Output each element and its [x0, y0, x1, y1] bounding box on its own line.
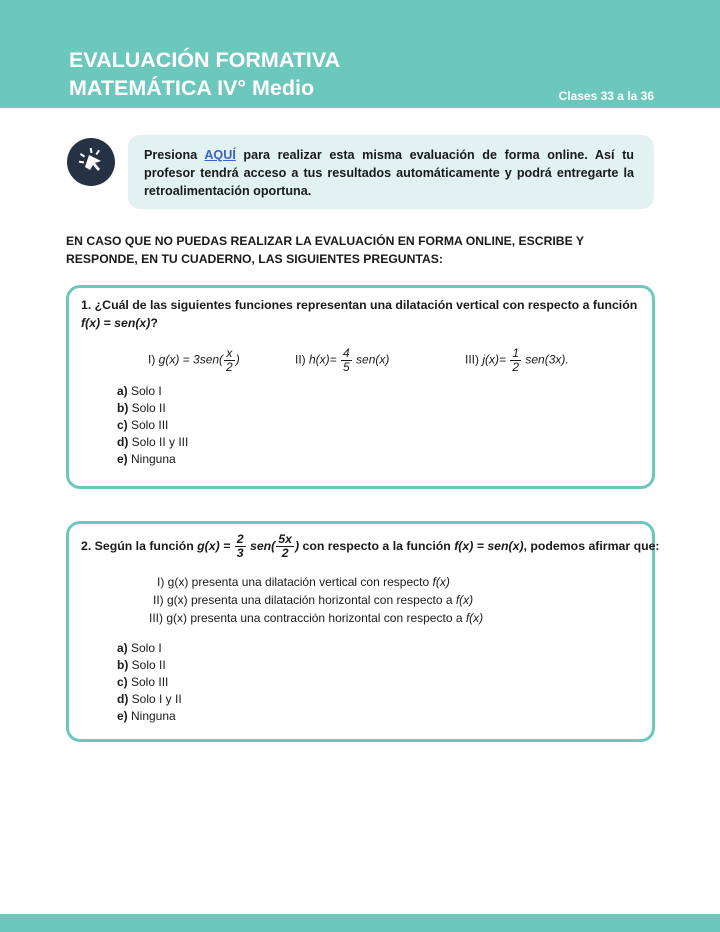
online-link[interactable]: AQUÍ [204, 148, 236, 162]
q2-statement-1: I) g(x) presenta una dilatación vertical con respecto f(x) [157, 575, 450, 589]
question-2-box [66, 521, 660, 742]
q1-fraction-2: $\frac{4}{5}$ [343, 346, 350, 374]
q2-answer-a[interactable]: a) Solo I [117, 641, 162, 655]
page-title [69, 46, 340, 102]
q2-answers [117, 640, 182, 725]
q1-fraction-3: $\frac{1}{2}$ [512, 346, 520, 374]
q2-statement-3: III) g(x) presenta una contracción horizontal con respecto a f(x) [149, 611, 484, 625]
q2-function: f(x) = sen(x) [454, 538, 524, 553]
title-line-2: MATEMÁTICA IV° Medio [69, 76, 315, 100]
q2-answer-d[interactable]: d) Solo I y II [117, 692, 182, 706]
q1-function: f(x) = sen(x) [81, 316, 151, 330]
q2-fraction-1: $\frac{2}{3}$ [236, 532, 244, 560]
q1-answer-b[interactable]: b) Solo II [117, 401, 166, 415]
question-2-text: 2. Según la función g(x) = $\frac{2}{3}$ sen( $\frac{5x}{2}$ ) con respecto a la función f(x) = sen(x), podemos afirmar que: [81, 532, 660, 560]
header-banner [0, 0, 720, 108]
q1-answer-c[interactable]: c) Solo III [117, 418, 169, 432]
q1-fraction-1: $\frac{x}{2}$ [226, 346, 233, 374]
q1-answer-a[interactable]: a) Solo I [117, 384, 162, 398]
cursor-click-icon [67, 138, 115, 186]
classes-subtitle: Clases 33 a la 36 [558, 89, 654, 103]
instructions: EN CASO QUE NO PUEDAS REALIZAR LA EVALUACIÓN EN FORMA ONLINE, ESCRIBE Y RESPONDE, EN TU CUADERNO, LAS SIGUIENTES PREGUNTAS: [66, 234, 584, 266]
title-line-1: EVALUACIÓN FORMATIVA [69, 48, 341, 72]
q1-option-2: II) h(x)= $\frac{4}{5}$ sen(x) [295, 346, 390, 374]
question-1-text: 1. ¿Cuál de las siguientes funciones representan una dilatación vertical con respecto a función f(x) = sen(x)? [81, 298, 638, 330]
q1-option-1: I) g(x) = 3sen( $\frac{x}{2}$ ) [148, 346, 240, 374]
q2-answer-b[interactable]: b) Solo II [117, 658, 166, 672]
online-notice [128, 135, 654, 209]
q2-answer-c[interactable]: c) Solo III [117, 675, 169, 689]
q2-answer-e[interactable]: e) Ninguna [117, 709, 176, 723]
q1-answers [117, 383, 188, 468]
q2-fraction-2: $\frac{5x}{2}$ [278, 532, 292, 560]
footer-bar [0, 914, 720, 932]
notice-suffix: para realizar esta misma evaluación de forma online. Así tu profesor tendrá acceso a tus resultados automáticamente y podrá entregarte la retroalimentación oportuna. [144, 148, 634, 198]
q1-answer-d[interactable]: d) Solo II y III [117, 435, 189, 449]
q2-statement-2: II) g(x) presenta una dilatación horizontal con respecto a f(x) [153, 593, 474, 607]
q1-answer-e[interactable]: e) Ninguna [117, 452, 176, 466]
question-1-box [66, 285, 655, 489]
notice-prefix: Presiona [144, 148, 205, 162]
q1-option-3: III) j(x)= $\frac{1}{2}$ sen(3x). [465, 346, 569, 374]
